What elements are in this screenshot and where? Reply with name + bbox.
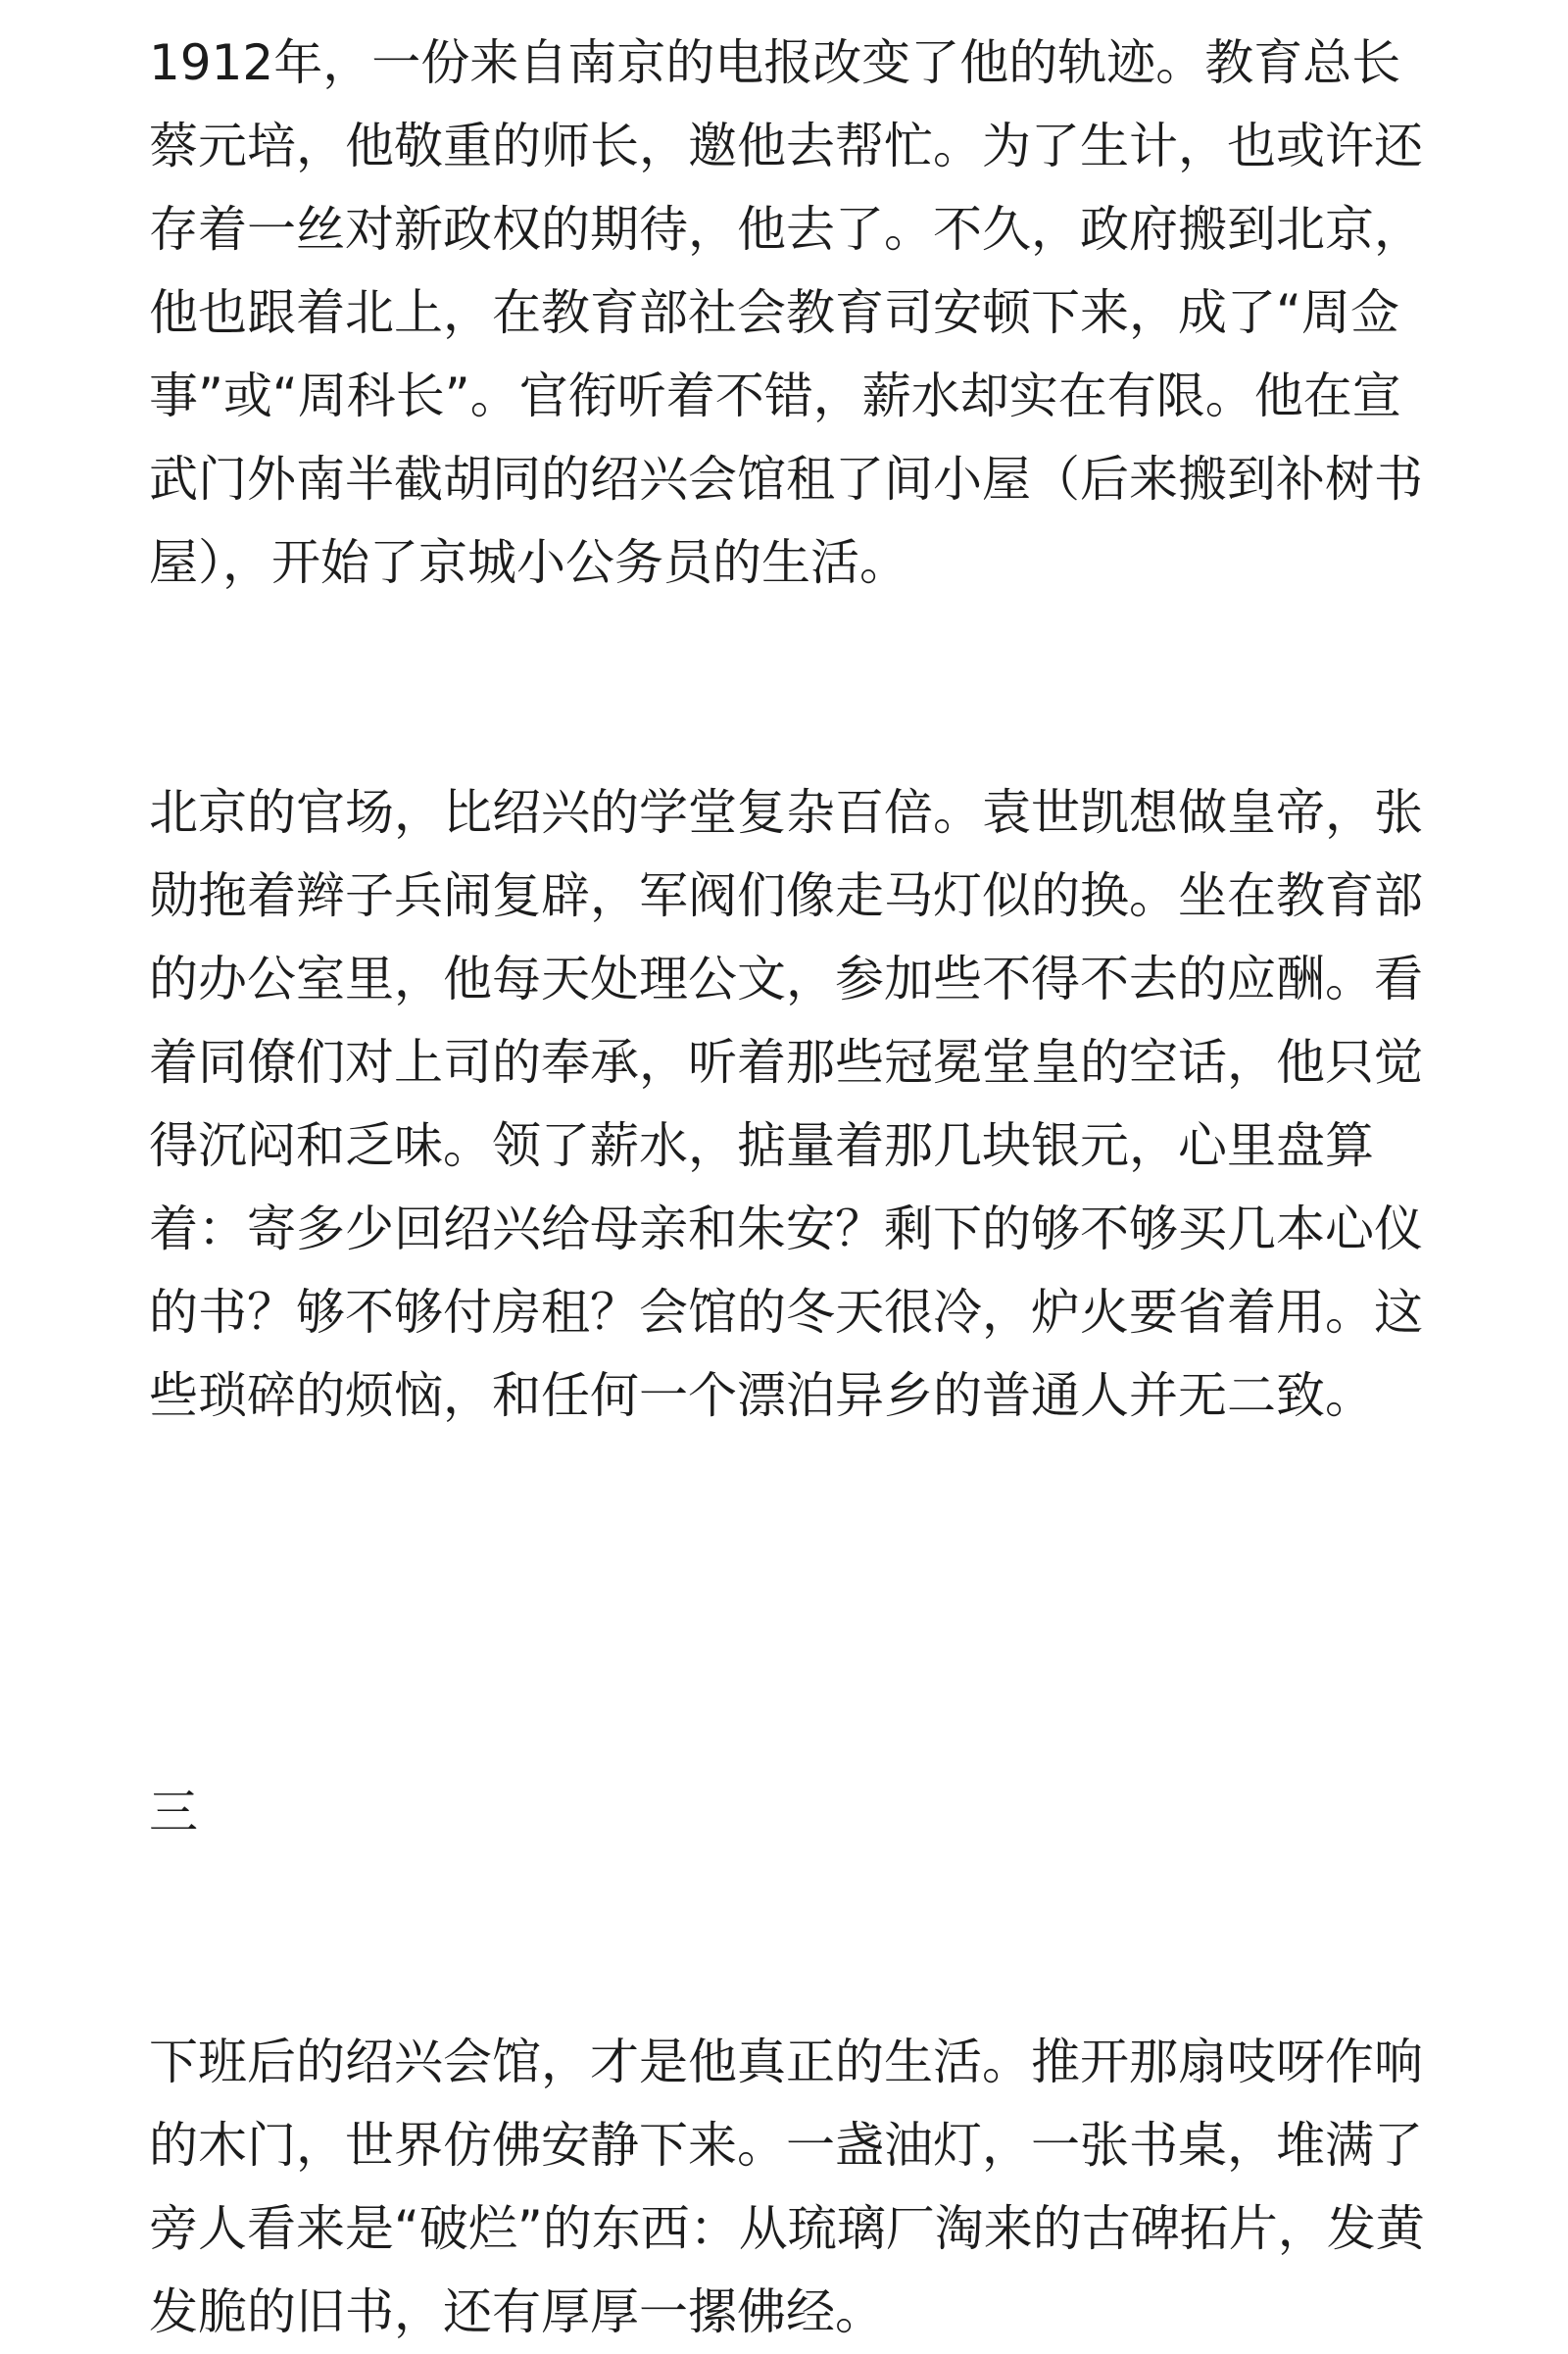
article-body [149,22,1443,2354]
section-heading: 三 [149,1784,198,1840]
paragraph-beijing-officialdom: 北京的官场，比绍兴的学堂复杂百倍。袁世凯想做皇帝，张勋拖着辫子兵闹复辟，军阀们像走马灯似的换。坐在教育部的办公室里，他每天处理公文，参加些不得不去的应酬。看着同僚们对上司的奉承，听着那些冠冕堂皇的空话，他只觉得沉闷和乏味。领了薪水，掂量着那几块银元，心里盘算着：寄多少回绍兴给母亲和朱安？剩下的够不够买几本心仪的书？够不够付房租？会馆的冬天很冷，炉火要省着用。这些琐碎的烦恼，和任何一个漂泊异乡的普通人并无二致。 [149,784,1423,1424]
paragraph-shaoxing-guildhall: 下班后的绍兴会馆，才是他真正的生活。推开那扇吱呀作响的木门，世界仿佛安静下来。一盏油灯，一张书桌，堆满了旁人看来是“破烂”的东西：从琉璃厂淘来的古碑拓片，发黄发脆的旧书，还有厚厚一摞佛经。 [149,2034,1425,2340]
paragraph-telegram: 1912年，一份来自南京的电报改变了他的轨迹。教育总长蔡元培，他敬重的师长，邀他去帮忙。为了生计，也或许还存着一丝对新政权的期待，他去了。不久，政府搬到北京，他也跟着北上，在教育部社会教育司安顿下来，成了“周佥事”或“周科长”。官衔听着不错，薪水却实在有限。他在宣武门外南半截胡同的绍兴会馆租了间小屋（后来搬到补树书屋），开始了京城小公务员的生活。 [149,34,1423,591]
